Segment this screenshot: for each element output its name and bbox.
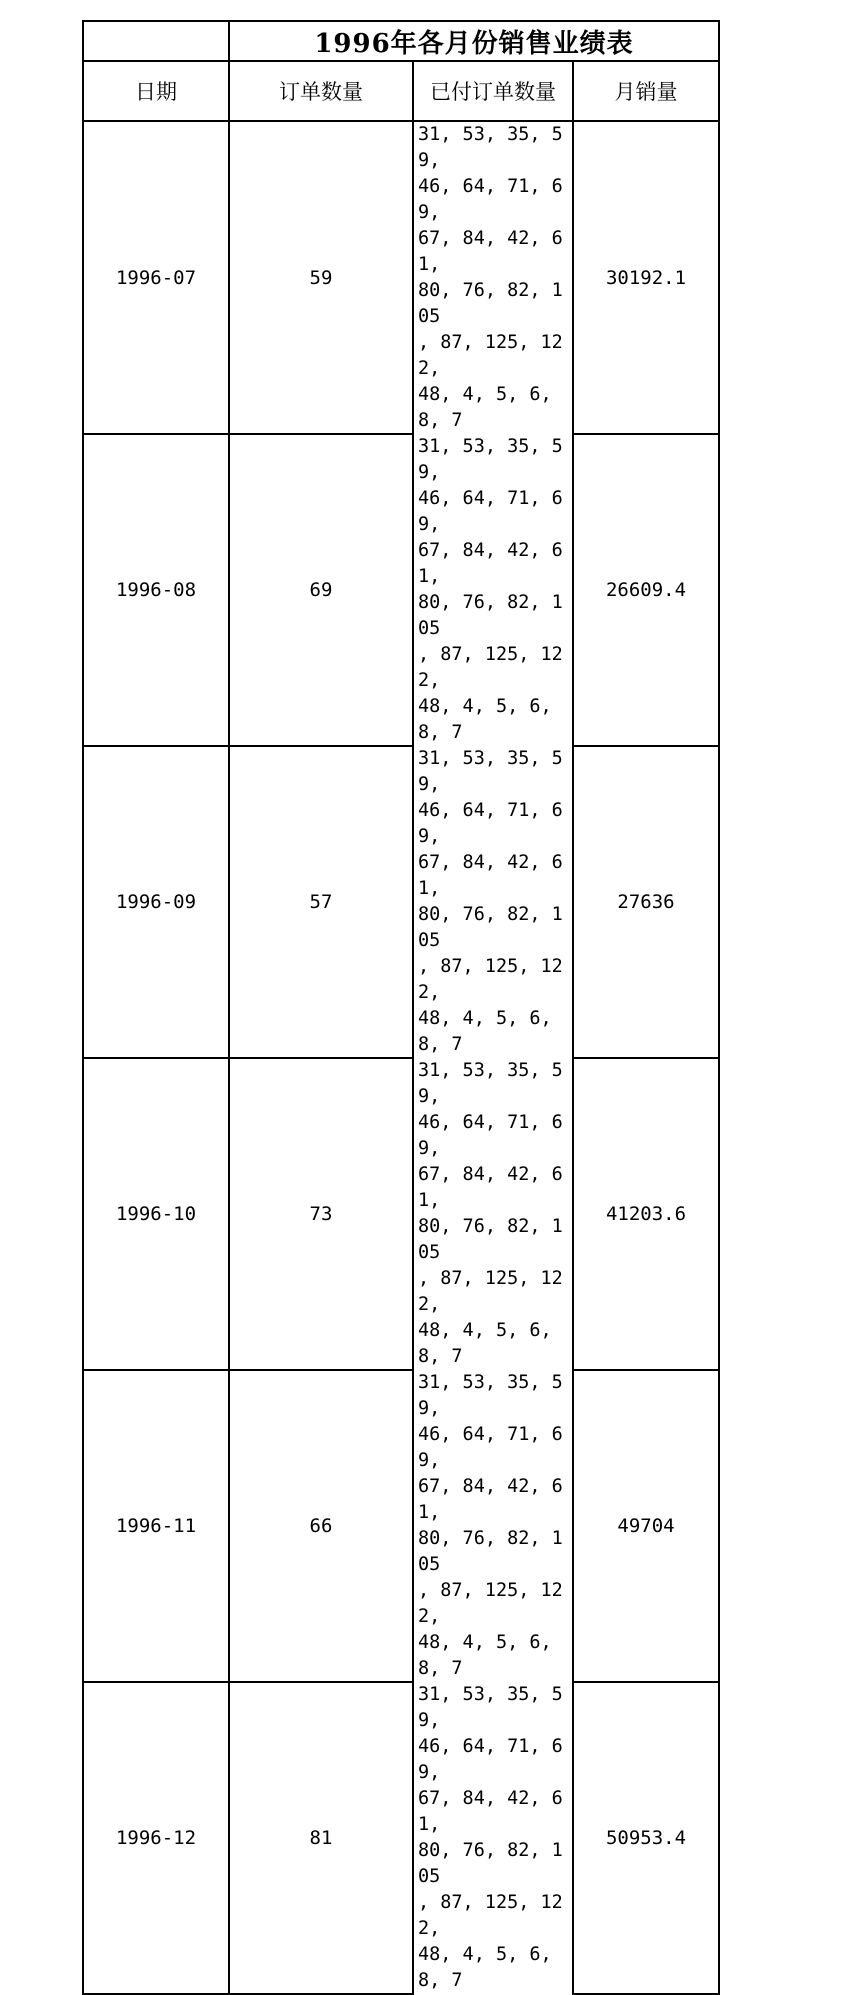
header-date: 日期 [83, 61, 229, 121]
title-row [83, 21, 719, 61]
table-row [83, 1370, 719, 1682]
cell-date: 1996-11 [83, 1370, 229, 1682]
header-monthly-sales: 月销量 [573, 61, 719, 121]
table-row [83, 434, 719, 746]
cell-date: 1996-08 [83, 434, 229, 746]
cell-order-count: 57 [229, 746, 413, 1058]
cell-monthly-sales: 50953.4 [573, 1682, 719, 1994]
cell-paid-orders: 31, 53, 35, 59, 46, 64, 71, 69, 67, 84, 42, 61, 80, 76, 82, 105 , 87, 125, 122, 48, 4, 5, 6, 8, 7 [413, 1370, 573, 1682]
table-row [83, 121, 719, 434]
cell-monthly-sales: 26609.4 [573, 434, 719, 746]
cell-paid-orders: 31, 53, 35, 59, 46, 64, 71, 69, 67, 84, 42, 61, 80, 76, 82, 105 , 87, 125, 122, 48, 4, 5, 6, 8, 7 [413, 1682, 573, 1994]
cell-date: 1996-10 [83, 1058, 229, 1370]
table-row [83, 1058, 719, 1370]
sales-report-sheet [82, 20, 720, 1995]
cell-paid-orders: 31, 53, 35, 59, 46, 64, 71, 69, 67, 84, 42, 61, 80, 76, 82, 105 , 87, 125, 122, 48, 4, 5, 6, 8, 7 [413, 746, 573, 1058]
header-paid-orders: 已付订单数量 [413, 61, 573, 121]
header-order-count: 订单数量 [229, 61, 413, 121]
table-row [83, 746, 719, 1058]
cell-order-count: 66 [229, 1370, 413, 1682]
cell-date: 1996-07 [83, 121, 229, 434]
cell-date: 1996-12 [83, 1682, 229, 1994]
cell-paid-orders: 31, 53, 35, 59, 46, 64, 71, 69, 67, 84, 42, 61, 80, 76, 82, 105 , 87, 125, 122, 48, 4, 5, 6, 8, 7 [413, 121, 573, 434]
cell-order-count: 73 [229, 1058, 413, 1370]
title-blank-cell [83, 21, 229, 61]
cell-monthly-sales: 41203.6 [573, 1058, 719, 1370]
cell-paid-orders: 31, 53, 35, 59, 46, 64, 71, 69, 67, 84, 42, 61, 80, 76, 82, 105 , 87, 125, 122, 48, 4, 5, 6, 8, 7 [413, 1058, 573, 1370]
cell-monthly-sales: 27636 [573, 746, 719, 1058]
sales-report-table [82, 20, 720, 1995]
cell-paid-orders: 31, 53, 35, 59, 46, 64, 71, 69, 67, 84, 42, 61, 80, 76, 82, 105 , 87, 125, 122, 48, 4, 5, 6, 8, 7 [413, 434, 573, 746]
cell-order-count: 69 [229, 434, 413, 746]
cell-date: 1996-09 [83, 746, 229, 1058]
table-row [83, 1682, 719, 1994]
cell-order-count: 81 [229, 1682, 413, 1994]
cell-monthly-sales: 30192.1 [573, 121, 719, 434]
report-title: 1996年各月份销售业绩表 [229, 21, 719, 61]
cell-order-count: 59 [229, 121, 413, 434]
header-row [83, 61, 719, 121]
cell-monthly-sales: 49704 [573, 1370, 719, 1682]
